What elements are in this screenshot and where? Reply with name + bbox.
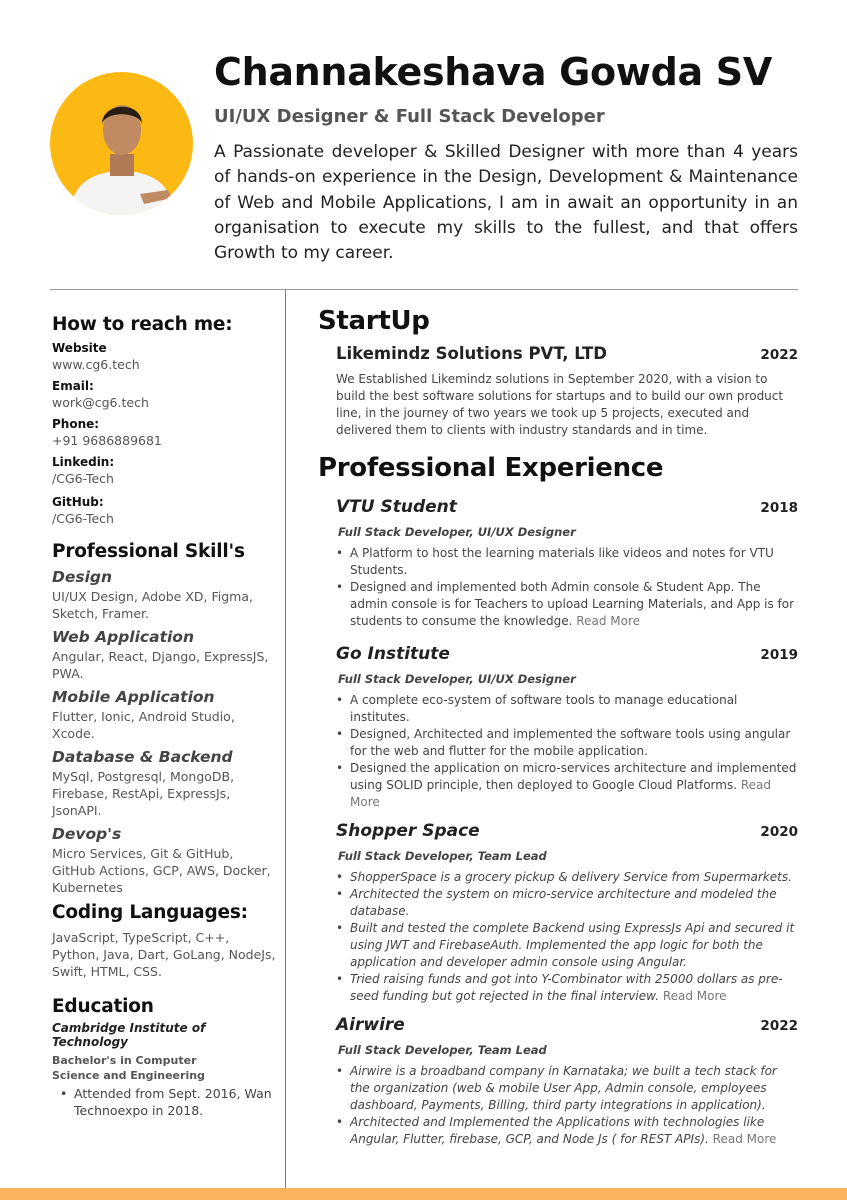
job-bullet <box>336 971 798 1005</box>
contact-list <box>52 341 280 527</box>
job-year: 2022 <box>760 1018 798 1034</box>
startup-year: 2022 <box>760 347 798 363</box>
read-more-link[interactable]: Read More <box>350 778 772 809</box>
job-year: 2018 <box>760 500 798 516</box>
job-bullet <box>336 1063 798 1114</box>
profile-photo <box>50 72 193 215</box>
education-bullet: • Attended from Sept. 2016, Wan Technoexpo in 2018. <box>60 1085 280 1119</box>
contact-label: Phone: <box>52 417 100 431</box>
bullet-text: Designed and implemented both Admin console & Student App. The admin console is for Teachers to upload Learning Materials, and App is for students to consume the knowledge. <box>350 580 795 628</box>
job-bullets <box>336 692 798 811</box>
phone-link[interactable]: +91 9686889681 <box>52 433 162 448</box>
contact-label: Linkedin: <box>52 455 115 469</box>
column-divider <box>285 290 286 1190</box>
job-role: Full Stack Developer, Team Lead <box>338 1043 547 1057</box>
startup-entry <box>336 344 798 439</box>
job-title: Shopper Space <box>336 821 480 841</box>
bullet-text: Airwire is a broadband company in Karnataka; we built a tech stack for the organization (web & mobile User App, Admin console, employees dashboard, Payments, Billing, third party integrations in application). <box>350 1064 777 1112</box>
bullet-text: Architected and Implemented the Applications with technologies like Angular, Flutter, firebase, GCP, and Node Js ( for REST APIs). <box>350 1115 765 1146</box>
languages-title: Coding Languages: <box>52 902 248 923</box>
skills-title: Professional Skill's <box>52 541 245 562</box>
job-bullets <box>336 869 798 1005</box>
job-bullet <box>336 886 798 920</box>
read-more-link[interactable]: Read More <box>662 989 727 1003</box>
skill-group-title: Web Application <box>52 628 194 646</box>
job-bullet <box>336 869 798 886</box>
candidate-role: UI/UX Designer & Full Stack Developer <box>214 106 605 127</box>
job-entry <box>336 497 798 630</box>
education-degree: Bachelor's in Computer Science and Engineering <box>52 1054 205 1082</box>
job-role: Full Stack Developer, UI/UX Designer <box>338 672 576 686</box>
skill-group-value: Angular, React, Django, ExpressJS, PWA. <box>52 649 269 681</box>
bullet-text: Built and tested the complete Backend using ExpressJs Api and secured it using JWT and FirebaseAuth. Implemented the app logic for both the application and developer admin console using Angular. <box>350 921 795 969</box>
languages-value: JavaScript, TypeScript, C++, Python, Java, Dart, GoLang, NodeJs, Swift, HTML, CSS. <box>52 930 276 979</box>
bullet-text: Architected the system on micro-service architecture and modeled the database. <box>350 887 777 918</box>
education-school: Cambridge Institute of Technology <box>52 1021 206 1049</box>
job-role: Full Stack Developer, Team Lead <box>338 849 547 863</box>
job-entry <box>336 1015 798 1148</box>
linkedin-link[interactable]: /CG6-Tech <box>52 471 114 486</box>
email-link[interactable]: work@cg6.tech <box>52 395 149 410</box>
job-bullet <box>336 579 798 630</box>
read-more-link[interactable]: Read More <box>712 1132 777 1146</box>
startup-title: StartUp <box>318 306 430 336</box>
skill-group-value: Micro Services, Git & GitHub, GitHub Actions, GCP, AWS, Docker, Kubernetes <box>52 846 271 895</box>
bullet-text: Designed the application on micro-services architecture and implemented using SOLID principle, then deployed to Google Cloud Platforms. <box>350 761 797 792</box>
skill-group-value: MySql, Postgresql, MongoDB, Firebase, RestApi, ExpressJs, JsonAPI. <box>52 769 235 818</box>
job-title: Go Institute <box>336 644 450 664</box>
bullet-text: Tried raising funds and got into Y-Combinator with 25000 dollars as pre-seed funding but got rejected in the final interview. <box>350 972 783 1003</box>
job-year: 2020 <box>760 824 798 840</box>
left-column <box>52 314 280 1119</box>
experience-title: Professional Experience <box>318 453 664 483</box>
job-bullet <box>336 692 798 726</box>
contact-label: Website <box>52 341 107 355</box>
job-title: Airwire <box>336 1015 405 1035</box>
contact-label: Email: <box>52 379 94 393</box>
job-role: Full Stack Developer, UI/UX Designer <box>338 525 576 539</box>
skill-group-value: Flutter, Ionic, Android Studio, Xcode. <box>52 709 235 741</box>
job-bullet <box>336 726 798 760</box>
job-bullet <box>336 1114 798 1148</box>
github-link[interactable]: /CG6-Tech <box>52 511 114 526</box>
job-bullet <box>336 760 798 811</box>
job-bullets <box>336 545 798 630</box>
divider <box>50 289 798 290</box>
right-column <box>318 306 798 1148</box>
contact-title: How to reach me: <box>52 314 233 335</box>
job-bullet <box>336 920 798 971</box>
skill-group-value: UI/UX Design, Adobe XD, Figma, Sketch, Framer. <box>52 589 253 621</box>
skill-group-title: Devop's <box>52 825 122 843</box>
bullet-text: A complete eco-system of software tools to manage educational institutes. <box>350 693 738 724</box>
job-bullets <box>336 1063 798 1148</box>
job-year: 2019 <box>760 647 798 663</box>
skill-group-title: Mobile Application <box>52 688 215 706</box>
website-link[interactable]: www.cg6.tech <box>52 357 140 372</box>
footer-bar <box>0 1188 847 1200</box>
job-entry <box>336 644 798 811</box>
candidate-name: Channakeshava Gowda SV <box>214 50 772 94</box>
bullet-text: Designed, Architected and implemented the software tools using angular for the web and flutter for the mobile application. <box>350 727 791 758</box>
education-title: Education <box>52 996 154 1017</box>
read-more-link[interactable]: Read More <box>576 614 641 628</box>
skill-group-title: Design <box>52 568 113 586</box>
bullet-text: ShopperSpace is a grocery pickup & delivery Service from Supermarkets. <box>350 870 792 884</box>
startup-description: We Established Likemindz solutions in September 2020, with a vision to build the best software solutions for startups and to build our own product line, in the journey of two years we took up 5 projects, executed and delivered them to clients with industry standards and in time. <box>336 372 784 437</box>
startup-company: Likemindz Solutions PVT, LTD <box>336 344 607 363</box>
skill-group-title: Database & Backend <box>52 748 233 766</box>
job-entry <box>336 821 798 1005</box>
job-title: VTU Student <box>336 497 457 517</box>
job-bullet <box>336 545 798 579</box>
summary: A Passionate developer & Skilled Designer with more than 4 years of hands-on experience in the Design, Development & Maintenance of Web and Mobile Applications, I am in await an opportunity in an organisation to execute my skills to the fullest, and that offers Growth to my career. <box>214 142 798 264</box>
bullet-text: A Platform to host the learning materials like videos and notes for VTU Students. <box>350 546 774 577</box>
contact-label: GitHub: <box>52 495 104 509</box>
